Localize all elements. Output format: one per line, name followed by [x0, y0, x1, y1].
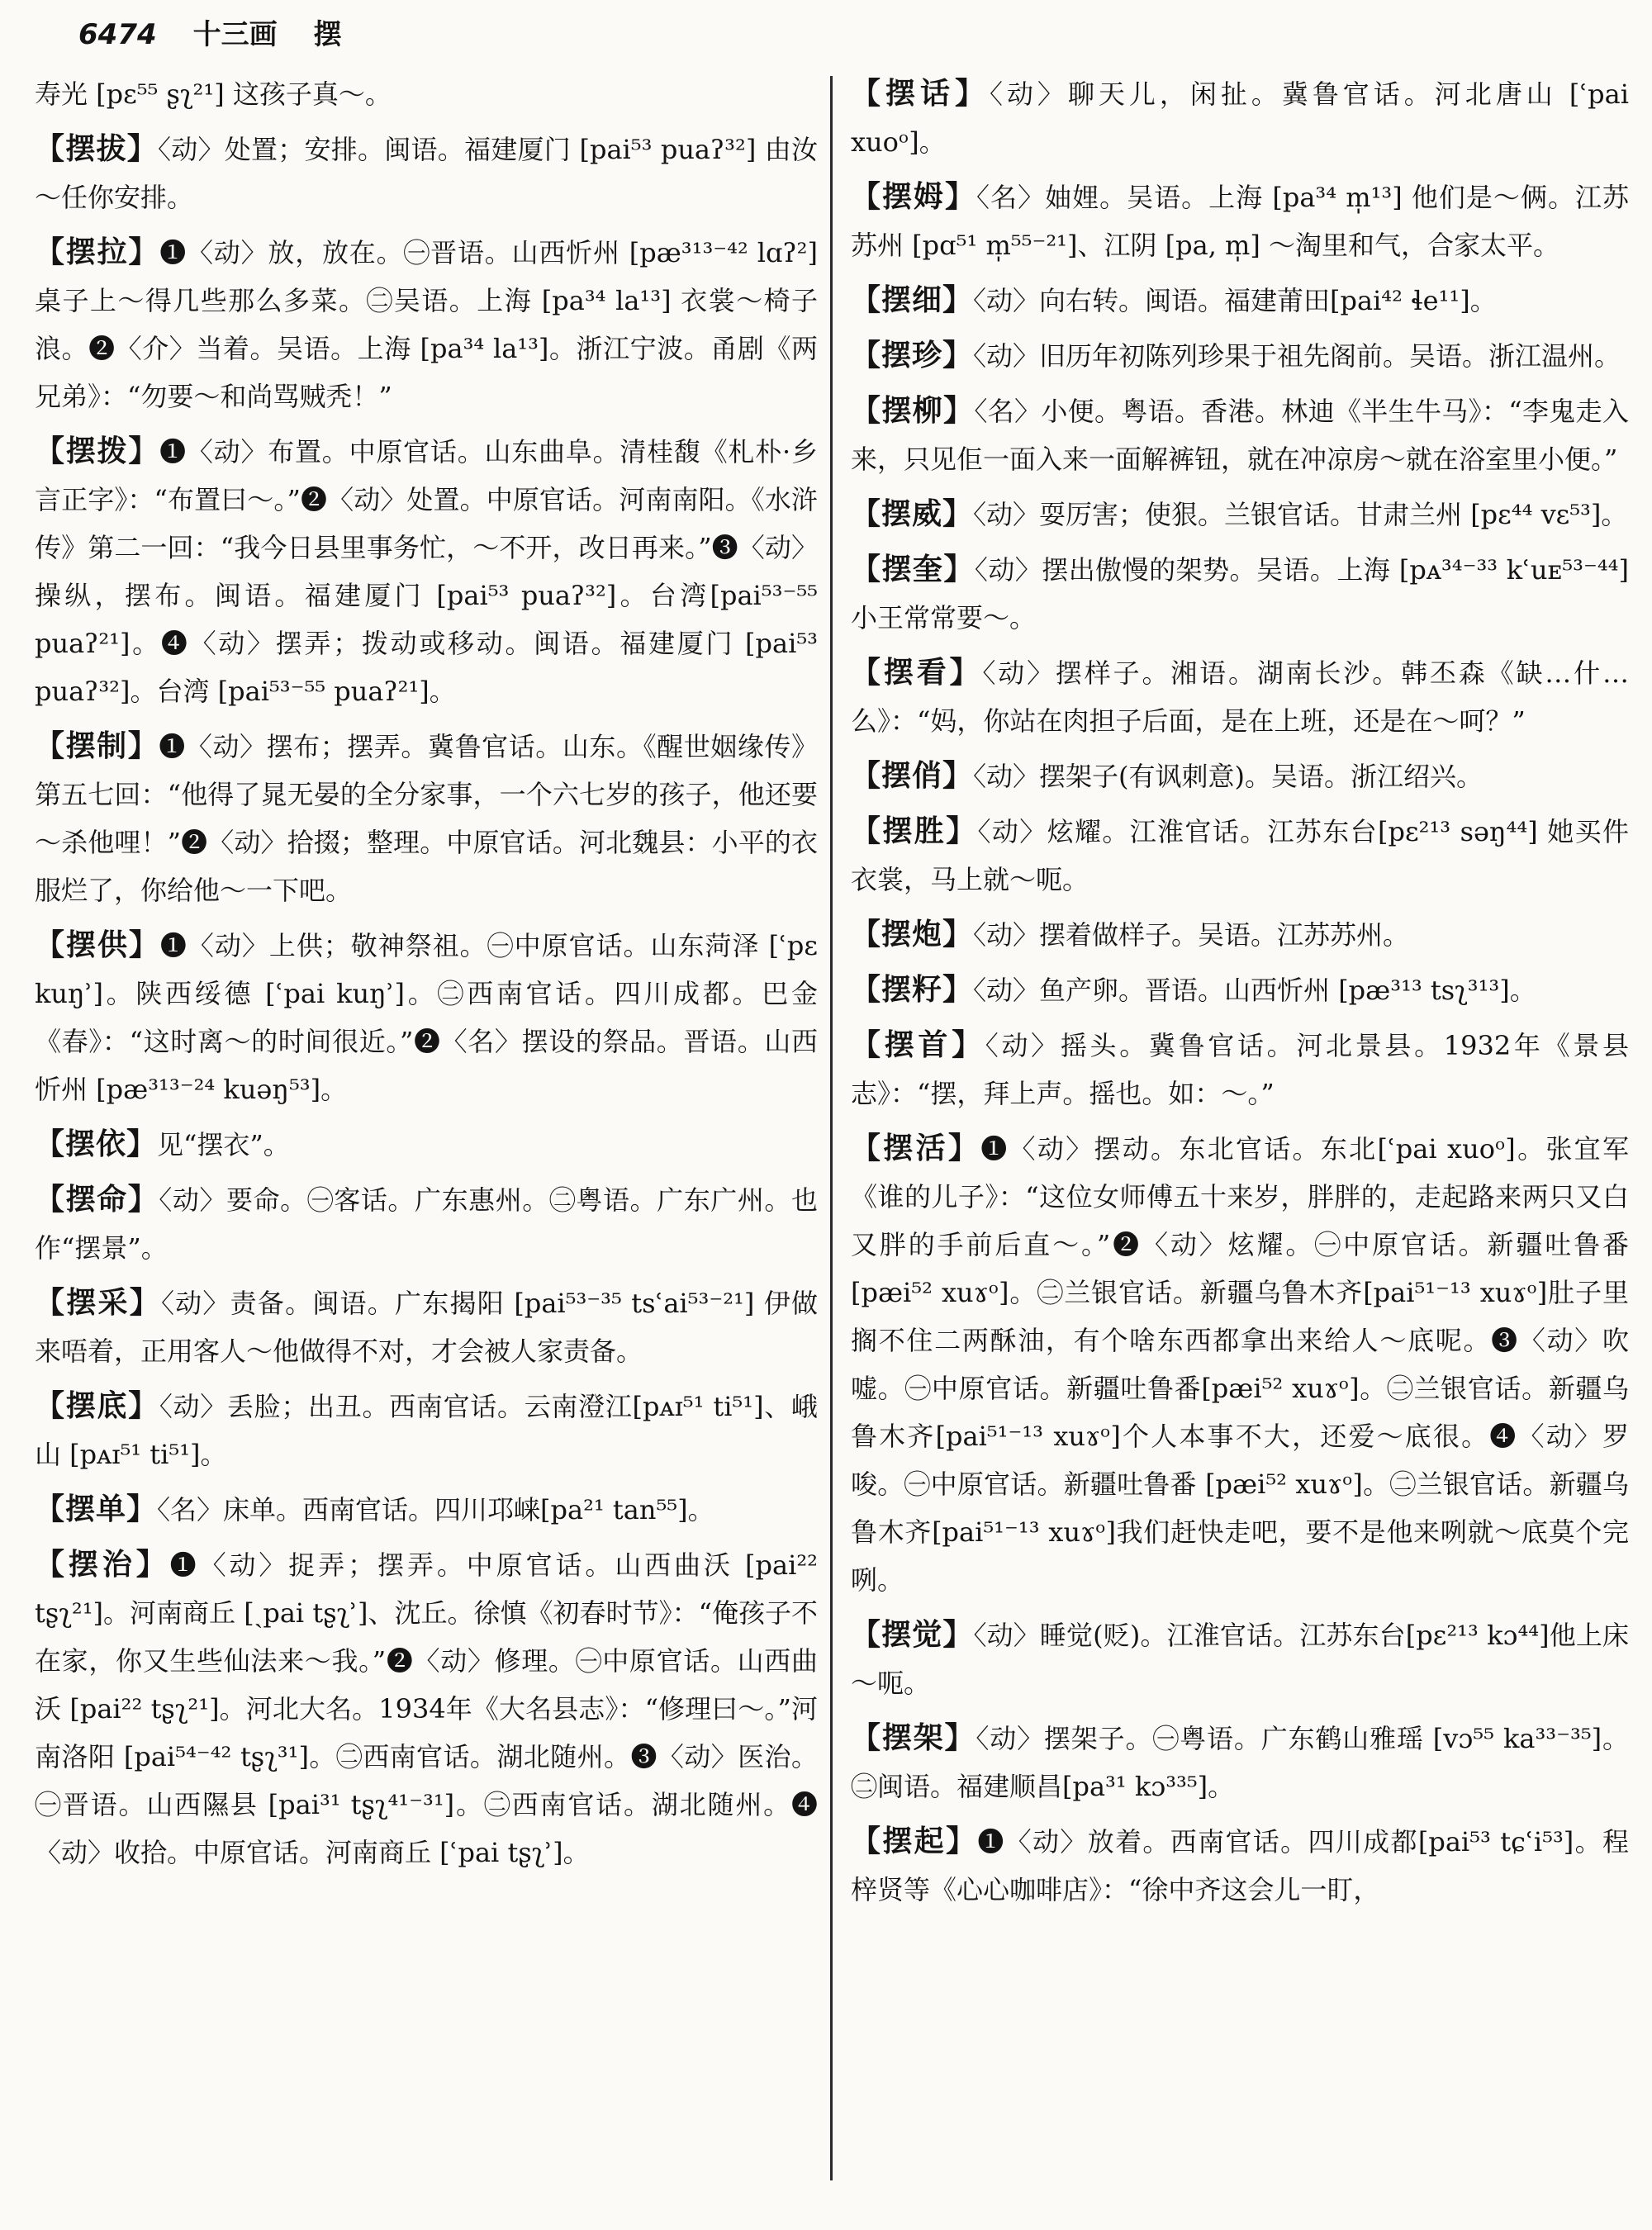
entry	[35, 722, 818, 914]
entry-headword: 【摆看】	[851, 655, 983, 690]
entry	[35, 228, 818, 420]
entry	[851, 173, 1629, 269]
entry-definition: 见“摆衣”。	[157, 1129, 290, 1160]
entry-headword: 【摆珍】	[851, 338, 974, 372]
entry	[851, 1611, 1629, 1707]
left-column	[35, 69, 818, 2197]
entry	[35, 1120, 818, 1169]
stroke-count: 十三画	[192, 18, 278, 51]
entry-headword: 【摆命】	[35, 1182, 159, 1217]
entry	[35, 427, 818, 715]
entry-definition: 寿光 [pɛ⁵⁵ ʂʅ²¹] 这孩子真～。	[35, 78, 392, 110]
entry-continuation	[35, 69, 818, 118]
entry-headword: 【摆柳】	[851, 393, 975, 428]
entry-definition: 〈动〉鱼产卵。晋语。山西忻州 [pæ³¹³ tsʅ³¹³]。	[973, 975, 1536, 1006]
entry-definition: ❶〈动〉放着。西南官话。四川成都[pai⁵³ tɕʿi⁵³]。程梓贤等《心心咖啡店》：“徐中齐这会儿一盯，	[851, 1826, 1629, 1905]
entry	[851, 966, 1629, 1014]
entry-definition: 〈动〉责备。闽语。广东揭阳 [pai⁵³⁻³⁵ tsʿai⁵³⁻²¹] 伊做来唔着，正用客人～他做得不对，才会被人家责备。	[35, 1288, 818, 1367]
column-divider	[830, 76, 833, 2180]
entry-definition: 〈动〉丢脸；出丑。西南官话。云南澄江[pᴀɪ⁵¹ ti⁵¹]、峨山 [pᴀɪ⁵¹ ti⁵¹]。	[35, 1391, 818, 1470]
entry-definition: 〈动〉聊天儿，闲扯。冀鲁官话。河北唐山 [ʿpai xuoᵒ]。	[851, 78, 1629, 158]
entry-definition: 〈动〉摇头。冀鲁官话。河北景县。1932年《景县志》：“摆，拜上声。摇也。如：～。”	[851, 1030, 1629, 1109]
entry-definition: ❶〈动〉上供；敬神祭祖。㊀中原官话。山东菏泽 [ʿpɛ kuŋʾ]。陕西绥德 [ʿpai kuŋʾ]。㊁西南官话。四川成都。巴金《春》：“这时离～的时间很近。”❷〈名〉摆设的祭品。晋语。山西忻州 [pæ³¹³⁻²⁴ kuəŋ⁵³]。	[35, 930, 818, 1105]
entry	[851, 752, 1629, 800]
entry-headword: 【摆单】	[35, 1492, 158, 1526]
entry-headword: 【摆首】	[851, 1027, 985, 1062]
entry-headword: 【摆胜】	[851, 814, 978, 848]
entry	[851, 69, 1629, 166]
entry	[35, 1382, 818, 1478]
entry-headword: 【摆采】	[35, 1285, 161, 1320]
entry-definition: ❶〈动〉放，放在。㊀晋语。山西忻州 [pæ³¹³⁻⁴² lɑʔ²]桌子上～得几些那么多菜。㊁吴语。上海 [pa³⁴ la¹³] 衣裳～椅子浪。❷〈介〉当着。吴语。上海 [pa³⁴ la¹³]。浙江宁波。甬剧《两兄弟》：“勿要～和尚骂贼秃！”	[35, 237, 818, 412]
entry-headword: 【摆架】	[851, 1720, 976, 1755]
entry	[851, 648, 1629, 745]
entry	[851, 1817, 1629, 1914]
entry	[35, 1175, 818, 1272]
entry	[851, 1714, 1629, 1810]
entry-definition: 〈动〉向右转。闽语。福建莆田[pai⁴² ɬe¹¹]。	[973, 285, 1497, 316]
entry-definition: 〈动〉摆样子。湘语。湖南长沙。韩丕森《缺…什…么》：“妈，你站在肉担子后面，是在上班，还是在～呵？”	[851, 657, 1629, 737]
entry-headword: 【摆拨】	[35, 434, 160, 468]
entry	[851, 545, 1629, 642]
entry-definition: ❶〈动〉布置。中原官话。山东曲阜。清桂馥《札朴·乡言正字》：“布置曰～。”❷〈动〉处置。中原官话。河南南阳。《水浒传》第二一回：“我今日县里事务忙，～不开，改日再来。”❸〈动〉操纵，摆布。闽语。福建厦门 [pai⁵³ puaʔ³²]。台湾[pai⁵³⁻⁵⁵ puaʔ²¹]。❹〈动〉摆弄；拨动或移动。闽语。福建厦门 [pai⁵³ puaʔ³²]。台湾 [pai⁵³⁻⁵⁵ puaʔ²¹]。	[35, 436, 818, 707]
entry	[851, 490, 1629, 539]
right-column	[851, 69, 1629, 2197]
entry	[35, 921, 818, 1113]
entry	[851, 276, 1629, 325]
entry	[851, 1124, 1629, 1604]
entry-headword: 【摆拉】	[35, 235, 160, 269]
entry	[851, 910, 1629, 959]
entry-headword: 【摆活】	[851, 1131, 981, 1165]
entry-headword: 【摆治】	[35, 1547, 170, 1582]
entry-definition: 〈动〉旧历年初陈列珍果于祖先阁前。吴语。浙江温州。	[973, 340, 1621, 372]
entry-headword: 【摆依】	[35, 1127, 158, 1161]
entry-definition: 〈动〉处置；安排。闽语。福建厦门 [pai⁵³ puaʔ³²] 由汝～任你安排。	[35, 134, 818, 213]
entry-definition: 〈动〉炫耀。江淮官话。江苏东台[pɛ²¹³ səŋ⁴⁴] 她买件衣裳，马上就～呃。	[851, 816, 1629, 895]
entry-headword: 【摆籽】	[851, 972, 974, 1007]
entry-definition: 〈名〉小便。粤语。香港。林迪《半生牛马》：“李鬼走入来，只见佢一面入来一面解裤钮，就在冲凉房～就在浴室里小便。”	[851, 396, 1629, 475]
entry-headword: 【摆底】	[35, 1388, 159, 1423]
entry-headword: 【摆制】	[35, 728, 159, 763]
radical-character: 摆	[313, 18, 342, 51]
entry-definition: 〈动〉睡觉(贬)。江淮官话。江苏东台[pɛ²¹³ kɔ⁴⁴]他上床～呃。	[851, 1620, 1629, 1699]
page-number: 6474	[78, 18, 157, 51]
entry-definition: ❶〈动〉捉弄；摆弄。中原官话。山西曲沃 [pai²² tʂʅ²¹]。河南商丘 [ˏpai tʂʅʾ]、沈丘。徐慎《初春时节》：“俺孩子不在家，你又生些仙法来～我。”❷〈动〉修理。㊀中原官话。山西曲沃 [pai²² tʂʅ²¹]。河北大名。1934年《大名县志》：“修理曰～。”河南洛阳 [pai⁵⁴⁻⁴² tʂʅ³¹]。㊁西南官话。湖北随州。❸〈动〉医治。㊀晋语。山西隰县 [pai³¹ tʂʅ⁴¹⁻³¹]。㊁西南官话。湖北随州。❹〈动〉收拾。中原官话。河南商丘 [ʿpai tʂʅʾ]。	[35, 1549, 818, 1868]
entry-headword: 【摆起】	[851, 1824, 978, 1858]
entry-headword: 【摆觉】	[851, 1617, 974, 1652]
entry-definition: 〈动〉摆架子(有讽刺意)。吴语。浙江绍兴。	[973, 761, 1483, 792]
entry-headword: 【摆威】	[851, 496, 974, 531]
entry-definition: 〈动〉摆架子。㊀粤语。广东鹤山雅瑶 [vɔ⁵⁵ ka³³⁻³⁵]。㊁闽语。福建顺昌[pa³¹ kɔ³³⁵]。	[851, 1723, 1629, 1802]
entry-headword: 【摆俏】	[851, 758, 974, 793]
page-header	[78, 12, 1602, 64]
entry	[851, 331, 1629, 380]
entry-headword: 【摆供】	[35, 928, 160, 962]
entry-definition: ❶〈动〉摆动。东北官话。东北[ʿpai xuoᵒ]。张宜军《谁的儿子》：“这位女师傅五十来岁，胖胖的，走起路来两只又白又胖的手前后直～。”❷〈动〉炫耀。㊀中原官话。新疆吐鲁番 [pæi⁵² xuɤᵒ]。㊁兰银官话。新疆乌鲁木齐[pai⁵¹⁻¹³ xuɤᵒ]肚子里搁不住二两酥油，有个啥东西都拿出来给人～底呢。❸〈动〉吹嘘。㊀中原官话。新疆吐鲁番[pæi⁵² xuɤᵒ]。㊁兰银官话。新疆乌鲁木齐[pai⁵¹⁻¹³ xuɤᵒ]个人本事不大，还爱～底很。❹〈动〉罗唆。㊀中原官话。新疆吐鲁番 [pæi⁵² xuɤᵒ]。㊁兰银官话。新疆乌鲁木齐[pai⁵¹⁻¹³ xuɤᵒ]我们赶快走吧，要不是他来咧就～底莫个完咧。	[851, 1133, 1629, 1596]
entry-headword: 【摆姆】	[851, 179, 977, 214]
entry-headword: 【摆炮】	[851, 917, 974, 951]
entry-headword: 【摆话】	[851, 76, 990, 111]
entry-definition: 〈动〉耍厉害；使狠。兰银官话。甘肃兰州 [pɛ⁴⁴ vɛ⁵³]。	[973, 499, 1628, 530]
entry	[851, 1021, 1629, 1117]
entry-headword: 【摆拔】	[35, 131, 159, 166]
entry	[35, 125, 818, 221]
entry	[35, 1540, 818, 1877]
entry	[35, 1485, 818, 1534]
entry	[35, 1279, 818, 1375]
entry-definition: 〈名〉床单。西南官话。四川邛崃[pa²¹ tan⁵⁵]。	[157, 1494, 714, 1525]
entry-definition: 〈动〉摆出傲慢的架势。吴语。上海 [pᴀ³⁴⁻³³ kʿuᴇ⁵³⁻⁴⁴]小王常常要～。	[851, 554, 1629, 633]
entry	[851, 387, 1629, 483]
entry-definition: 〈名〉妯娌。吴语。上海 [pa³⁴ m̩¹³] 他们是～俩。江苏苏州 [pɑ⁵¹ m̩⁵⁵⁻²¹]、江阴 [pa, m̩] ～淘里和气，合家太平。	[851, 182, 1629, 261]
entry-definition: 〈动〉要命。㊀客话。广东惠州。㊁粤语。广东广州。也作“摆景”。	[35, 1184, 818, 1264]
entry-definition: 〈动〉摆着做样子。吴语。江苏苏州。	[973, 919, 1410, 951]
entry-headword: 【摆奎】	[851, 552, 975, 586]
entry-headword: 【摆细】	[851, 282, 974, 317]
entry-definition: ❶〈动〉摆布；摆弄。冀鲁官话。山东。《醒世姻缘传》第五七回：“他得了晁无晏的全分家事，一个六七岁的孩子，他还要～杀他哩！”❷〈动〉拾掇；整理。中原官话。河北魏县：小平的衣服烂了，你给他～一下吧。	[35, 731, 818, 906]
entry	[851, 807, 1629, 904]
